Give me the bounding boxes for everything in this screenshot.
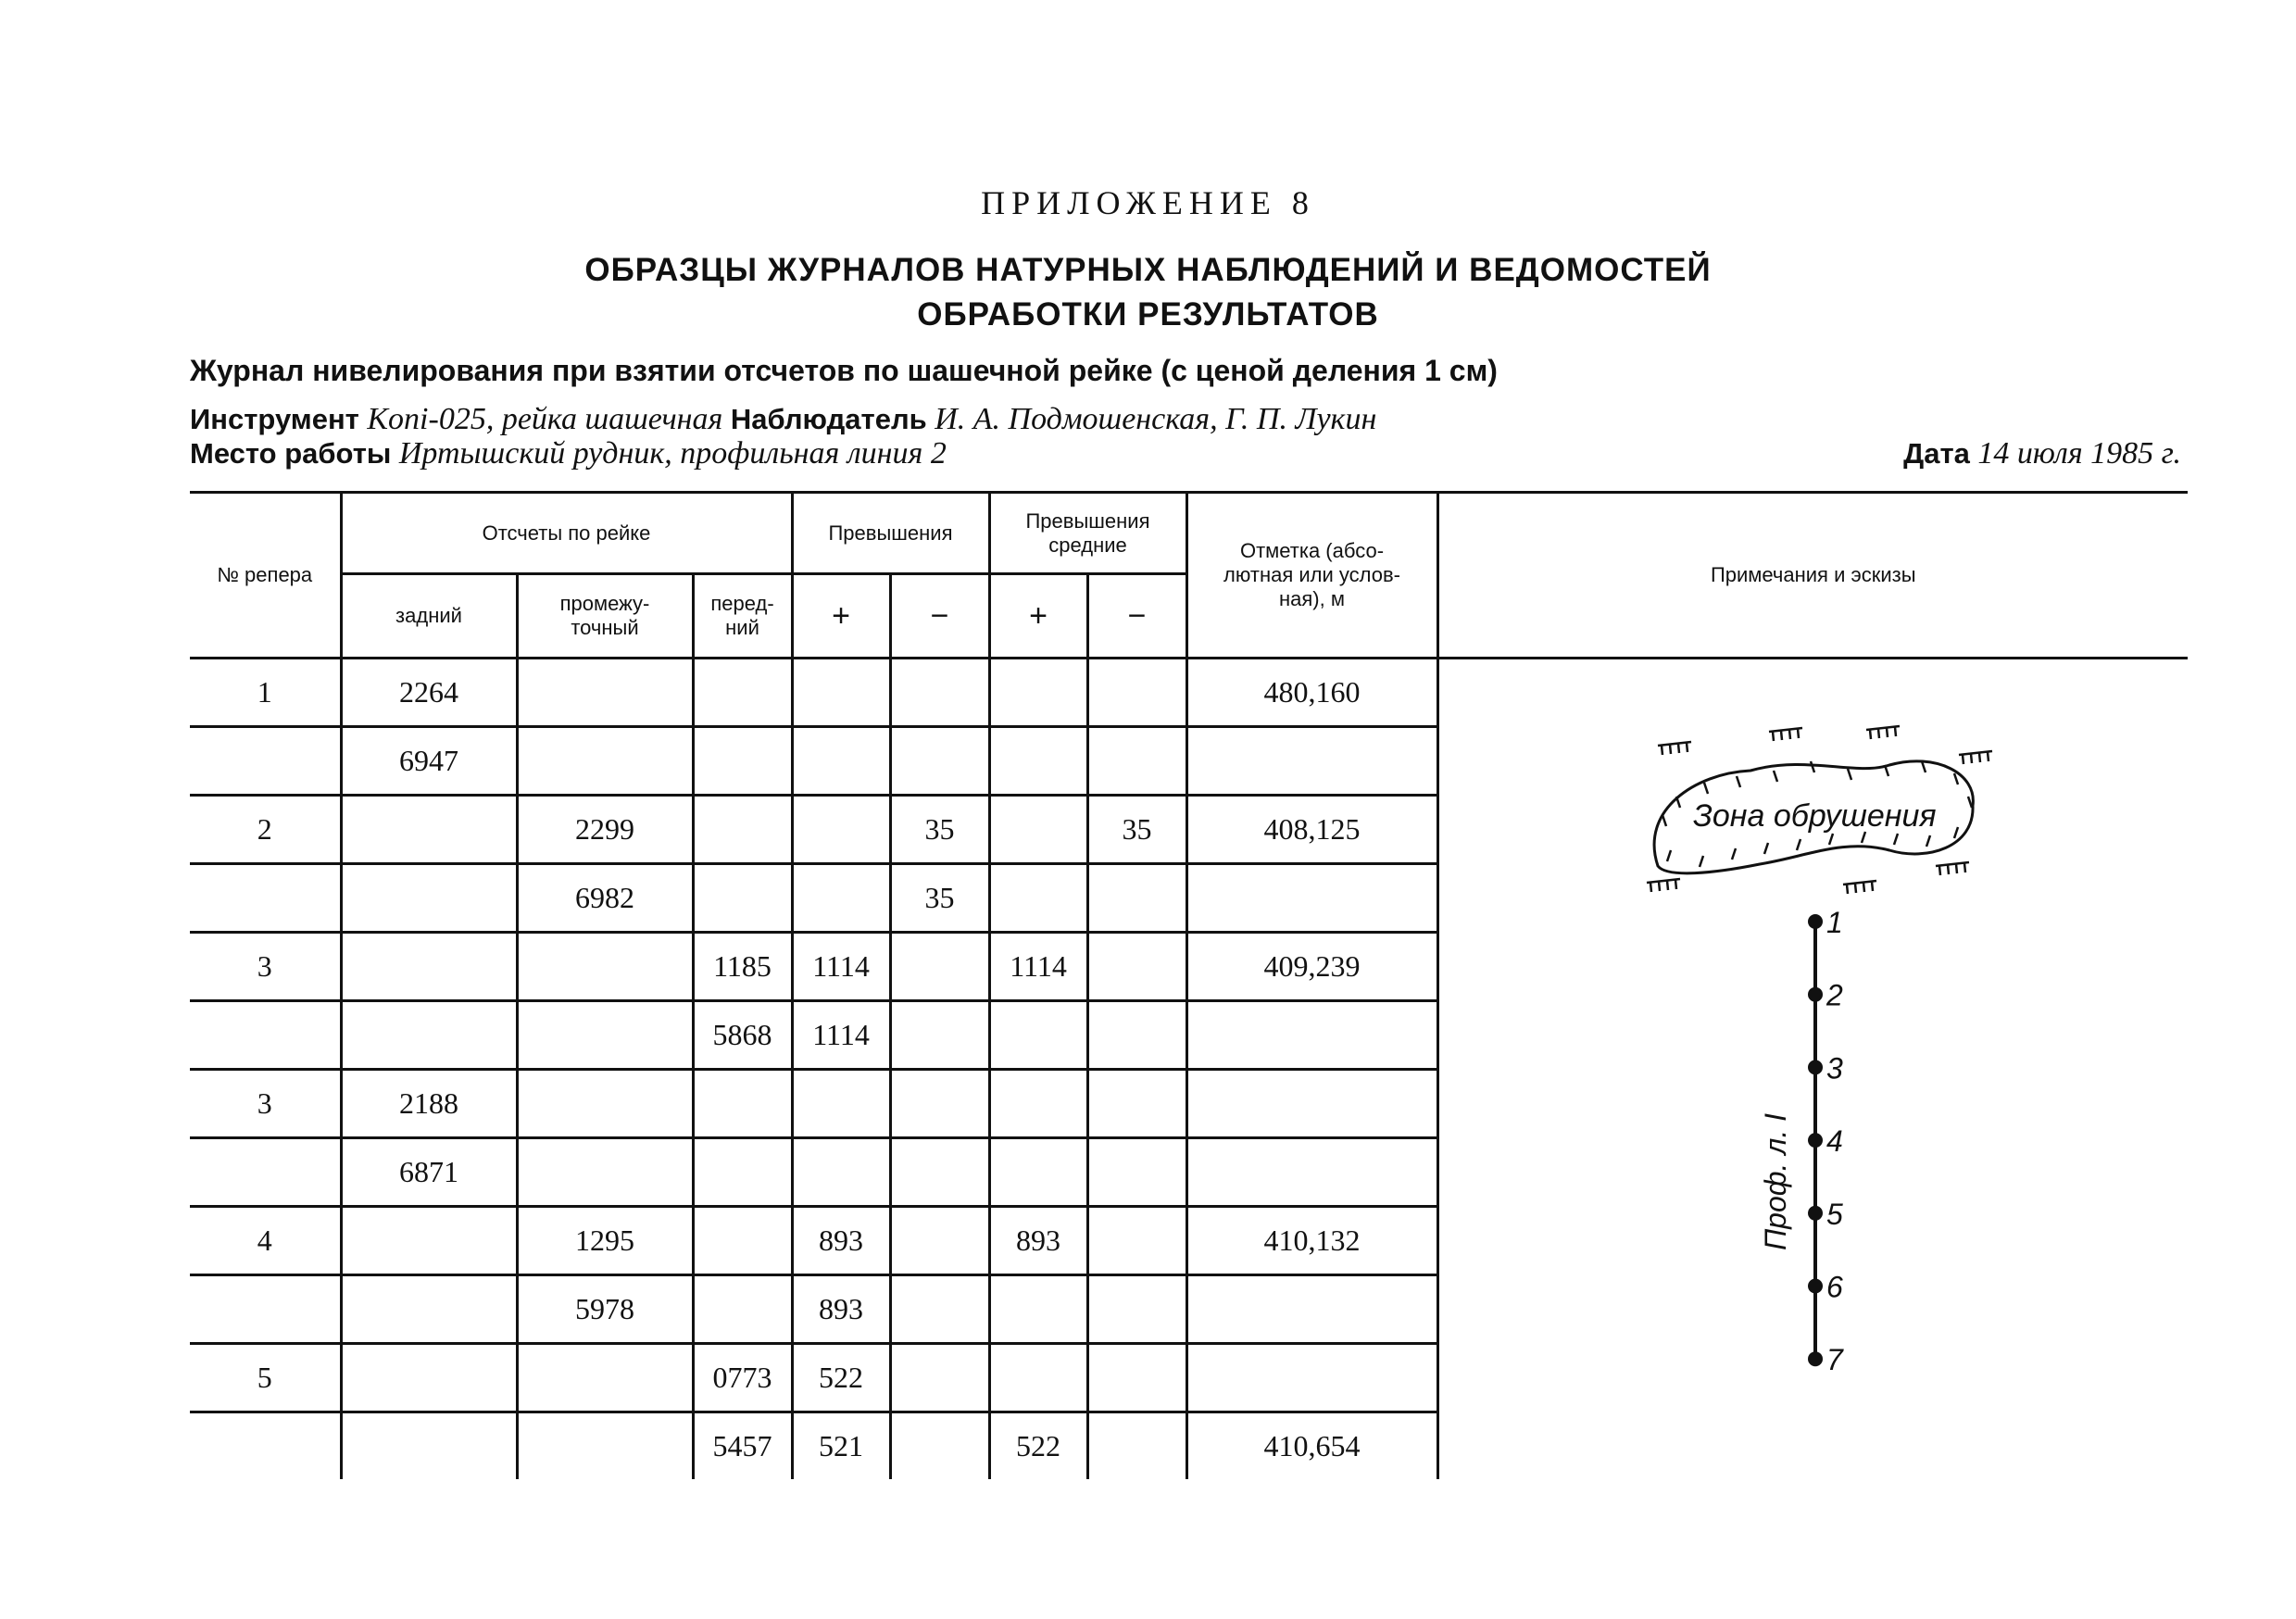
profile-point-marker bbox=[1808, 1279, 1823, 1294]
header-intermediate-line-1: промежу- bbox=[559, 592, 650, 615]
hatch-tick bbox=[1774, 771, 1777, 782]
cell-front: 0773 bbox=[693, 1344, 792, 1412]
cell-no: 3 bbox=[190, 933, 341, 1001]
header-mark-line-2: лютная или услов- bbox=[1223, 563, 1400, 586]
hatch-tick bbox=[1863, 883, 1864, 892]
cell-minus: 35 bbox=[890, 796, 989, 864]
cell-back: 2264 bbox=[341, 659, 517, 727]
header-excess-average-line-1: Превышения bbox=[1025, 508, 1150, 533]
cell-mark: 410,132 bbox=[1186, 1207, 1437, 1275]
cell-plus: 521 bbox=[792, 1412, 890, 1480]
cell-no: 2 bbox=[190, 796, 341, 864]
collapse-zone-label: Зона обрушения bbox=[1693, 798, 1937, 834]
profile-point-marker bbox=[1808, 1351, 1823, 1366]
profile-line-label: Проф. л. I bbox=[1759, 1112, 1792, 1250]
hatch-tick bbox=[1988, 752, 1989, 761]
hatch-tick bbox=[1675, 880, 1676, 889]
hatch-tick bbox=[1764, 843, 1768, 854]
cell-mark: 408,125 bbox=[1186, 796, 1437, 864]
hatch-tick bbox=[1829, 834, 1833, 845]
cell-plus: 1114 bbox=[792, 1001, 890, 1070]
cell-inter: 5978 bbox=[517, 1275, 693, 1344]
hatch-tick bbox=[1948, 865, 1949, 874]
header-mark-line-1: Отметка (абсо- bbox=[1239, 539, 1385, 562]
cell-mark: 410,654 bbox=[1186, 1412, 1437, 1480]
hatch-tick bbox=[1954, 827, 1958, 838]
header-front-line-1: перед- bbox=[710, 592, 774, 615]
profile-point-marker bbox=[1808, 1060, 1823, 1074]
cell-inter: 2299 bbox=[517, 796, 693, 864]
header-mark-line-3: ная), м bbox=[1279, 587, 1345, 610]
hatch-tick bbox=[1872, 882, 1873, 891]
hatch-tick bbox=[1894, 834, 1898, 845]
hatch-tick bbox=[1895, 727, 1896, 736]
profile-point-label: 4 bbox=[1826, 1124, 1843, 1159]
hatch-tick bbox=[1670, 745, 1671, 754]
cell-plus: 1114 bbox=[792, 933, 890, 1001]
hatch-tick bbox=[1855, 884, 1856, 893]
appendix-heading: ПРИЛОЖЕНИЕ 8 bbox=[981, 184, 1315, 221]
hatch-tick bbox=[1878, 729, 1879, 738]
profile-point-label: 6 bbox=[1826, 1270, 1843, 1304]
hatch-tick bbox=[1887, 728, 1888, 737]
profile-point-label: 7 bbox=[1826, 1343, 1843, 1377]
hatch-tick bbox=[1926, 835, 1930, 847]
hatch-tick bbox=[1979, 753, 1980, 762]
cell-front: 1185 bbox=[693, 933, 792, 1001]
header-excess: Превышения bbox=[792, 493, 989, 574]
header-notes: Примечания и эскизы bbox=[1437, 493, 2188, 659]
hatch-tick bbox=[1922, 761, 1926, 772]
header-excess-minus: − bbox=[890, 574, 989, 659]
hatch-tick bbox=[1956, 864, 1957, 873]
header-front-line-2: ний bbox=[725, 616, 759, 639]
hatch-tick bbox=[1667, 881, 1668, 890]
hatch-tick bbox=[1781, 731, 1782, 740]
header-excess-plus: + bbox=[792, 574, 890, 659]
cell-plus: 522 bbox=[792, 1344, 890, 1412]
cell-back: 2188 bbox=[341, 1070, 517, 1138]
hatch-tick bbox=[1847, 885, 1848, 894]
hatch-tick bbox=[1704, 783, 1708, 794]
profile-point-label: 5 bbox=[1826, 1197, 1843, 1231]
header-avg-minus: − bbox=[1087, 574, 1186, 659]
observer-value: И. А. Подмошенская, Г. П. Лукин bbox=[935, 402, 1377, 436]
cell-front: 5457 bbox=[693, 1412, 792, 1480]
hatch-tick bbox=[1870, 730, 1871, 739]
instrument-value: Koni-025, рейка шашечная bbox=[367, 402, 723, 436]
instrument-label: Инструмент bbox=[190, 403, 359, 435]
cell-front: 5868 bbox=[693, 1001, 792, 1070]
header-intermediate-line-2: точный bbox=[571, 616, 639, 639]
cell-minus: 35 bbox=[890, 864, 989, 933]
place-label: Место работы bbox=[190, 437, 392, 470]
cell-mark: 480,160 bbox=[1186, 659, 1437, 727]
cell-back: 6947 bbox=[341, 727, 517, 796]
cell-back: 6871 bbox=[341, 1138, 517, 1207]
header-avg-plus: + bbox=[989, 574, 1087, 659]
cell-no: 1 bbox=[190, 659, 341, 727]
profile-point-label: 3 bbox=[1826, 1051, 1843, 1086]
cell-mark: 409,239 bbox=[1186, 933, 1437, 1001]
journal-title: Журнал нивелирования при взятии отсчетов по шашечной рейке (с ценой деления 1 см) bbox=[190, 354, 1498, 387]
hatch-tick bbox=[1798, 729, 1799, 738]
hatch-tick bbox=[1939, 866, 1940, 875]
hatch-tick bbox=[1797, 839, 1800, 850]
observer-label: Наблюдатель bbox=[730, 403, 927, 435]
title-line-2: ОБРАБОТКИ РЕЗУЛЬТАТОВ bbox=[917, 296, 1379, 333]
cell-no: 3 bbox=[190, 1070, 341, 1138]
date-label: Дата bbox=[1903, 437, 1970, 470]
hatch-tick bbox=[1650, 883, 1651, 892]
title-line-1: ОБРАЗЦЫ ЖУРНАЛОВ НАТУРНЫХ НАБЛЮДЕНИЙ И ВЕДОМОСТЕЙ bbox=[584, 252, 1712, 288]
cell-plus: 893 bbox=[792, 1207, 890, 1275]
profile-point-marker bbox=[1808, 1133, 1823, 1148]
cell-plus: 893 bbox=[792, 1275, 890, 1344]
cell-inter: 6982 bbox=[517, 864, 693, 933]
header-back: задний bbox=[341, 574, 517, 659]
hatch-tick bbox=[1848, 769, 1851, 780]
hatch-tick bbox=[1789, 730, 1790, 739]
cell-no: 5 bbox=[190, 1344, 341, 1412]
profile-point-label: 1 bbox=[1826, 906, 1843, 939]
cell-avg-plus: 893 bbox=[989, 1207, 1087, 1275]
hatch-tick bbox=[1700, 856, 1703, 867]
hatch-tick bbox=[1659, 882, 1660, 891]
hatch-tick bbox=[1732, 848, 1736, 860]
cell-inter: 1295 bbox=[517, 1207, 693, 1275]
cell-no: 4 bbox=[190, 1207, 341, 1275]
hatch-tick bbox=[1737, 776, 1740, 787]
hatch-tick bbox=[1963, 755, 1964, 764]
cell-avg-plus: 522 bbox=[989, 1412, 1087, 1480]
header-benchmark: № репера bbox=[190, 493, 341, 659]
profile-points bbox=[1808, 906, 1844, 1376]
hatch-tick bbox=[1811, 761, 1814, 772]
cell-avg-minus: 35 bbox=[1087, 796, 1186, 864]
profile-point-marker bbox=[1808, 987, 1823, 1002]
hatch-tick bbox=[1662, 815, 1666, 826]
header-excess-average-line-2: средние bbox=[1048, 533, 1127, 557]
hatch-tick bbox=[1667, 850, 1671, 861]
profile-point-label: 2 bbox=[1826, 978, 1843, 1012]
profile-point-marker bbox=[1808, 914, 1823, 929]
hatch-tick bbox=[1964, 863, 1965, 872]
place-value: Иртышский рудник, профильная линия 2 bbox=[398, 436, 947, 471]
hatch-tick bbox=[1954, 773, 1958, 784]
hatch-tick bbox=[1773, 732, 1774, 741]
hatch-tick bbox=[1971, 754, 1972, 763]
hatch-tick bbox=[1968, 797, 1972, 808]
profile-point-marker bbox=[1808, 1206, 1823, 1221]
header-readings: Отсчеты по рейке bbox=[341, 493, 792, 574]
hatch-tick bbox=[1678, 744, 1679, 753]
cell-avg-plus: 1114 bbox=[989, 933, 1087, 1001]
date-value: 14 июля 1985 г. bbox=[1977, 436, 2181, 471]
